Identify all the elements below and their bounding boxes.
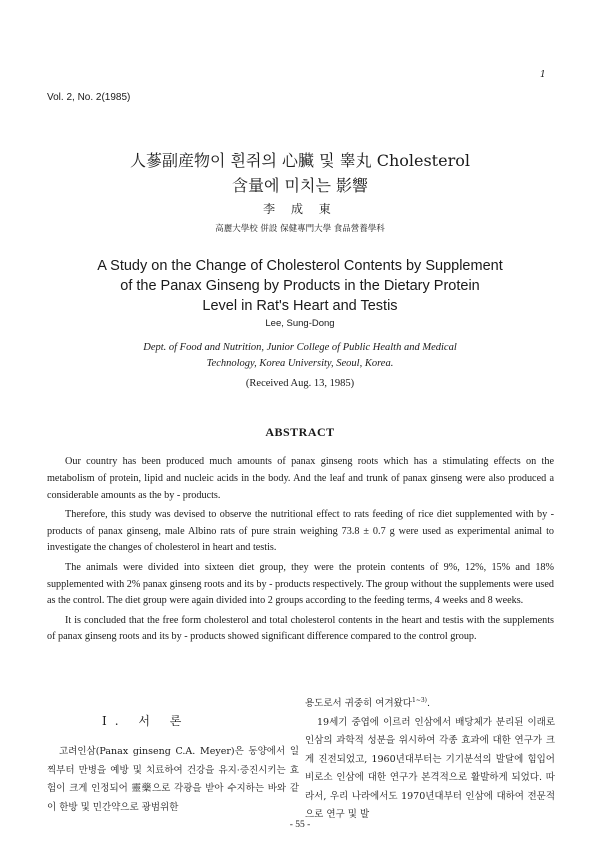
english-title-line1: A Study on the Change of Cholesterol Contents by Supplement — [97, 258, 503, 274]
right-column-text: 19세기 중엽에 이르러 인삼에서 배당체가 분리된 이래로 인삼의 과학적 성분을 위시하여 각종 효과에 대한 연구가 크게 진전되었고, 1960년대부터는 기기분석의 발달에 힘입어 비로소 인삼에 대한 연구가 본격적으로 활발하게 되었다. 따라서, 우리 나라에서도 1970년대부터 인삼에 대하여 전문적으로 연구 및 발 — [305, 716, 555, 821]
korean-title-line1: 人蔘副産物이 흰쥐의 心臟 및 睾丸 Cholesterol — [130, 151, 470, 170]
right-line1-end: . — [427, 698, 431, 710]
journal-volume: Vol. 2, No. 2(1985) — [47, 92, 131, 103]
english-department — [0, 340, 600, 372]
english-department-line1: Dept. of Food and Nutrition, Junior College of Public Health and Medical — [143, 342, 457, 353]
abstract-paragraph-2: Therefore, this study was devised to observe the nutritional effect to rats feeding of rice diet supplemented with by - products of panax ginseng, male Albino rats of pure strain weighing 73.8 ± 0.7 g were used as experimental animal to investigate the changes of cholesterol in heart and testis. — [47, 508, 554, 554]
korean-author: 李 成 東 — [263, 202, 337, 216]
english-department-line2: Technology, Korea University, Seoul, Korea. — [206, 358, 394, 369]
abstract-heading: ABSTRACT — [265, 425, 335, 439]
abstract-paragraph-3: The animals were divided into sixteen diet group, they were the protein contents of 9%, 12%, 15% and 18% supplemented with 2% panax ginseng roots and its by - products respectively. The group without the supplements were used as the control. The diet group were again divided into 2 groups according to the feeding terms, 4 weeks and 8 weeks. — [47, 561, 555, 607]
left-column-text: 고려인삼(Panax ginseng C.A. Meyer)은 동양에서 일찍부터 만병을 예방 및 치료하여 건강을 유지·증진시키는 효험이 크게 인정되어 靈藥으로 각광을 받아 수지하는 바와 같이 한방 및 민간약으로 광범위한 — [47, 746, 299, 813]
right-column-first-line — [305, 692, 555, 714]
english-title — [0, 256, 600, 316]
body-left-column — [47, 743, 299, 817]
english-author: Lee, Sung-Dong — [265, 318, 335, 329]
citation-superscript: 1~3) — [412, 697, 428, 704]
abstract-paragraph-4: It is concluded that the free form cholesterol and total cholesterol contents in the heart and testis with the supplements of panax ginseng roots and its by - products showed significant difference compared to the control group. — [47, 614, 554, 643]
right-line1: 용도로서 귀중히 여겨왔다 — [305, 698, 412, 710]
page-mark: 1 — [540, 70, 546, 80]
page-footer: - 55 - — [289, 820, 311, 830]
abstract-body — [47, 454, 554, 649]
korean-affiliation: 高麗大學校 併設 保健專門大學 食品營養學科 — [215, 224, 385, 234]
abstract-paragraph-1: Our country has been produced much amounts of panax ginseng roots which has a stimulating effects on the metabolism of protein, lipid and nucleic acids in the body. And the leaf and trunk of panax ginseng were also produced a considerable amounts as the by - products. — [47, 456, 554, 501]
korean-title-line2: 含量에 미치는 影響 — [232, 176, 368, 195]
received-date: (Received Aug. 13, 1985) — [245, 378, 355, 389]
english-title-line2: of the Panax Ginseng by Products in the Dietary Protein — [120, 278, 480, 294]
english-title-line3: Level in Rat's Heart and Testis — [202, 298, 398, 314]
body-right-column — [305, 692, 555, 825]
section-heading: I. 서 론 — [102, 714, 190, 728]
